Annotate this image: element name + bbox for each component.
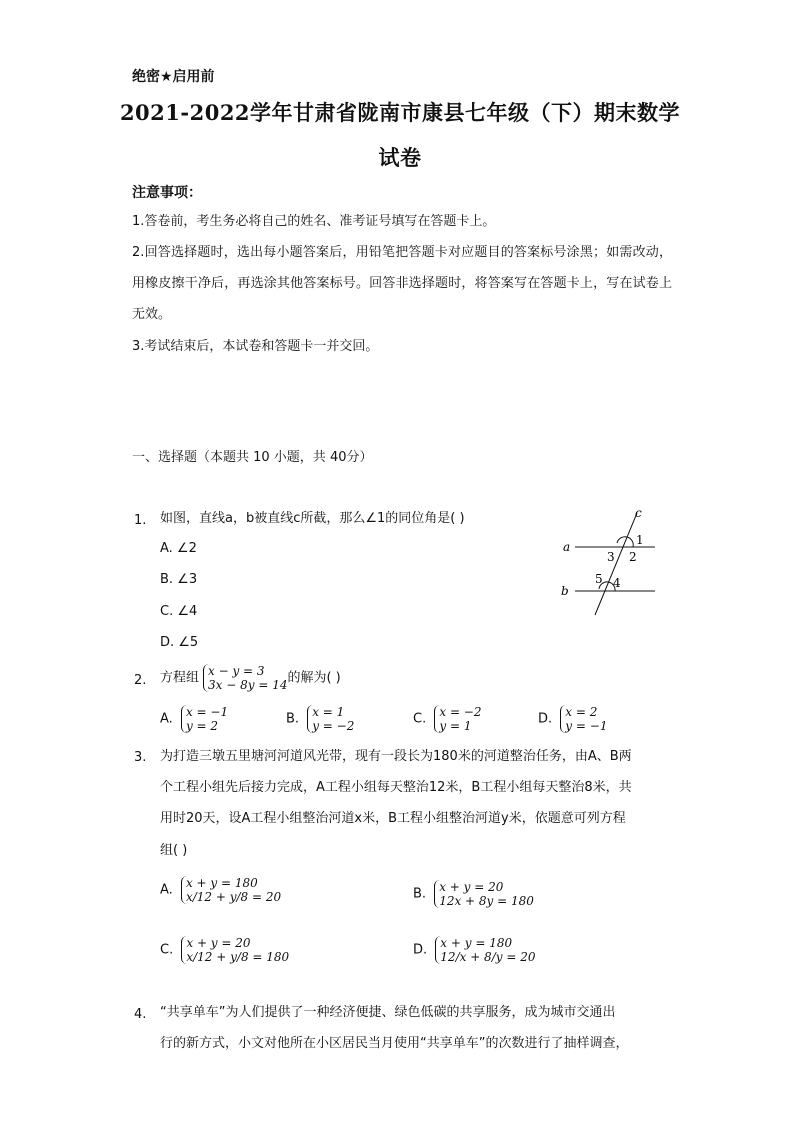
question-2-text	[160, 664, 341, 692]
q1-option-b: B. ∠3	[160, 572, 198, 587]
q2-equation-system	[203, 664, 287, 692]
eq-line: x/12 + y/8 = 180	[186, 950, 290, 964]
option-label: A.	[160, 711, 173, 727]
question-number: 4.	[134, 1007, 147, 1022]
q2-option-a	[160, 705, 228, 733]
angle-label-3: 3	[607, 550, 615, 564]
eq-line: x = 1	[312, 705, 345, 719]
eq-line: y = 2	[185, 719, 219, 733]
notice-item-2: 2.回答选择题时，选出每小题答案后，用铅笔把答题卡对应题目的答案标号涂黑；如需改动，用橡皮擦干净后，再选涂其他答案标号。回答非选择题时，将答案写在答题卡上，写在试卷上无效。	[132, 245, 672, 322]
q2-option-d-system	[560, 705, 607, 733]
eq-line: x + y = 180	[440, 936, 513, 950]
eq-line: x = −2	[439, 705, 482, 719]
q3-option-c-system	[181, 936, 289, 964]
question-3-line-2: 个工程小组先后接力完成，A工程小组每天整治12米，B工程小组每天整治8米，共	[160, 780, 632, 795]
question-number: 2.	[134, 673, 147, 688]
option-label: C.	[413, 711, 427, 727]
q2-eq-2: 3x − 8y = 14	[208, 678, 288, 692]
question-3-line-3: 用时20天，设A工程小组整治河道x米，B工程小组整治河道y米，依题意可列方程	[160, 811, 626, 826]
eq-line: x = −1	[185, 705, 229, 719]
q3-option-b	[413, 880, 534, 908]
q1-option-d: D. ∠5	[160, 635, 199, 650]
question-1-text: 如图，直线a，b被直线c所截，那么∠1的同位角是( )	[160, 511, 465, 526]
page-title: 2021-2022学年甘肃省陇南市康县七年级（下）期末数学	[119, 100, 681, 125]
q3-option-a	[160, 876, 281, 904]
question-4-line-2: 行的新方式，小文对他所在小区居民当月使用“共享单车”的次数进行了抽样调查，	[160, 1036, 629, 1051]
angle-label-5: 5	[595, 572, 603, 586]
option-label: A.	[160, 882, 173, 898]
option-label: B.	[413, 886, 427, 902]
notice-item-1: 1.答卷前，考生务必将自己的姓名、准考证号填写在答题卡上。	[132, 214, 496, 229]
eq-line: x = 2	[565, 705, 598, 719]
angle-label-4: 4	[613, 576, 621, 590]
question-3-line-1: 为打造三墩五里塘河河道风光带，现有一段长为180米的河道整治任务，由A、B两	[160, 749, 632, 764]
notice-heading: 注意事项：	[132, 185, 202, 201]
question-3-line-4: 组( )	[160, 843, 188, 858]
label-c: c	[635, 506, 642, 520]
q2-suffix: 的解为( )	[287, 670, 341, 686]
q2-prefix: 方程组	[160, 670, 200, 686]
eq-line: x + y = 20	[186, 936, 251, 950]
eq-line: 12x + 8y = 180	[439, 894, 534, 908]
line-c	[595, 513, 637, 615]
q1-option-c: C. ∠4	[160, 604, 198, 619]
option-label: C.	[160, 942, 174, 958]
label-b: b	[561, 584, 569, 598]
question-4-line-1: “共享单车”为人们提供了一种经济便捷、绿色低碳的共享服务，成为城市交通出	[160, 1005, 616, 1020]
q2-option-c	[413, 705, 482, 733]
q2-option-b	[286, 705, 354, 733]
eq-line: y = −2	[312, 719, 355, 733]
notice-item-3: 3.考试结束后，本试卷和答题卡一并交回。	[132, 339, 379, 354]
section-heading: 一、选择题（本题共 10 小题，共 40分）	[132, 450, 373, 465]
q3-option-c	[160, 936, 289, 964]
q2-option-c-system	[434, 705, 481, 733]
eq-line: x + y = 20	[439, 880, 504, 894]
eq-line: 12/x + 8/y = 20	[440, 950, 536, 964]
q1-option-a: A. ∠2	[160, 541, 197, 556]
eq-line: x/12 + y/8 = 20	[185, 890, 282, 904]
eq-line: y = 1	[439, 719, 472, 733]
q2-option-d	[538, 705, 607, 733]
label-a: a	[563, 540, 571, 554]
eq-line: y = −1	[565, 719, 608, 733]
option-label: B.	[286, 711, 300, 727]
eq-line: x + y = 180	[185, 876, 258, 890]
q3-option-b-system	[434, 880, 534, 908]
parallel-lines-figure	[555, 503, 665, 623]
q3-option-a-system	[181, 876, 281, 904]
secret-label: 绝密★启用前	[132, 69, 215, 85]
q2-option-b-system	[307, 705, 354, 733]
option-label: D.	[413, 942, 428, 958]
option-label: D.	[538, 711, 553, 727]
q3-option-d	[413, 936, 535, 964]
angle-label-2: 2	[629, 550, 637, 564]
angle-label-1: 1	[636, 533, 644, 547]
q3-option-d-system	[435, 936, 535, 964]
q2-eq-1: x − y = 3	[208, 664, 265, 678]
page-title-cont: 试卷	[378, 145, 422, 170]
question-number: 1.	[134, 513, 147, 528]
question-number: 3.	[134, 750, 147, 765]
q2-option-a-system	[181, 705, 228, 733]
